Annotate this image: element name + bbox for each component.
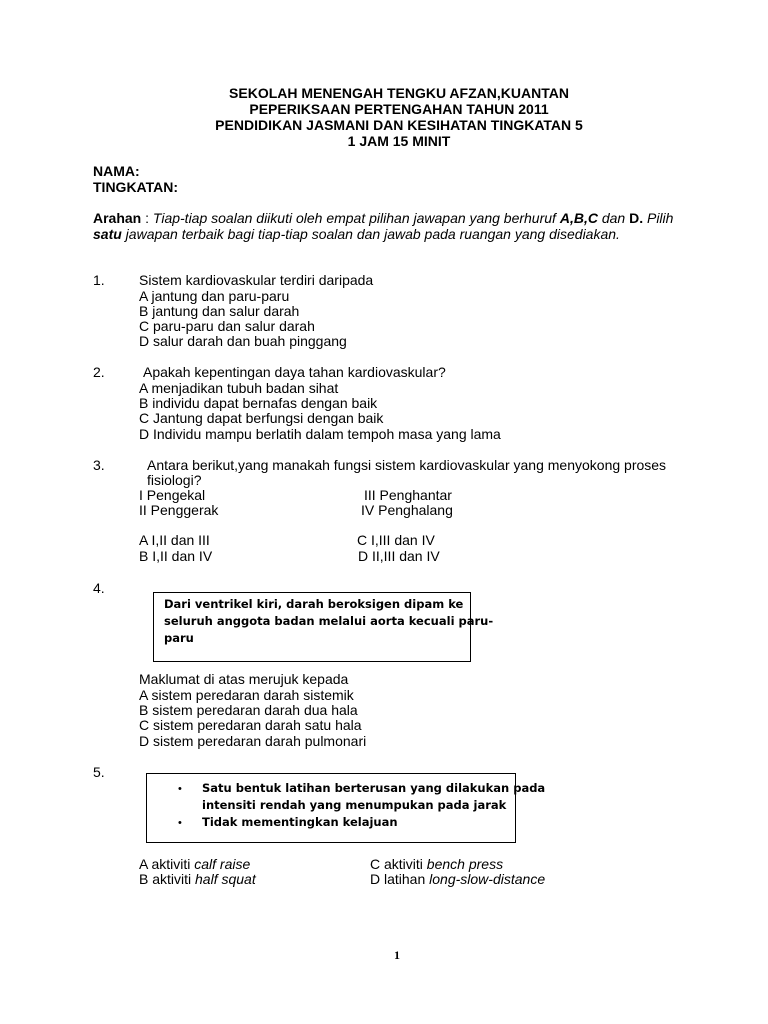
- question-5-option-a-prefix: A aktiviti: [139, 856, 195, 872]
- question-5-option-c-term: bench press: [426, 856, 504, 872]
- question-5-number: 5.: [93, 764, 105, 780]
- question-3-text-line-1: Antara berikut,yang manakah fungsi sistem kardiovaskular yang menyokong proses: [147, 457, 667, 473]
- exam-duration: 1 JAM 15 MINIT: [347, 133, 451, 149]
- question-1-option-c: C paru-paru dan salur darah: [139, 318, 315, 334]
- question-5-info-box: [146, 773, 546, 843]
- question-4-box-line-2: seluruh anggota badan melalui aorta kecuali paru-: [164, 614, 494, 628]
- question-1-text: Sistem kardiovaskular terdiri daripada: [139, 272, 374, 288]
- question-4-text: Maklumat di atas merujuk kepada: [139, 671, 349, 687]
- question-2-option-c: C Jantung dapat berfungsi dengan baik: [139, 410, 384, 426]
- question-5-option-a-term: calf raise: [194, 856, 251, 872]
- question-4-option-b: B sistem peredaran darah dua hala: [139, 702, 358, 718]
- bullet-icon: •: [178, 783, 182, 795]
- question-1-option-a: A jantung dan paru-paru: [139, 288, 290, 304]
- question-5-option-c-prefix: C aktiviti: [370, 856, 427, 872]
- question-4-box-line-3: paru: [164, 631, 194, 645]
- question-5-bullet-1-line-2: intensiti rendah yang menumpukan pada jarak: [202, 798, 507, 812]
- question-3-option-b: B I,II dan IV: [139, 548, 213, 564]
- school-name: SEKOLAH MENENGAH TENGKU AFZAN,KUANTAN: [229, 85, 569, 101]
- instructions-text-2: jawapan terbaik bagi tiap-tiap soalan dan jawab pada ruangan yang disediakan.: [121, 226, 620, 242]
- question-1-option-b: B jantung dan salur darah: [139, 303, 300, 319]
- question-3-option-d: D II,III dan IV: [358, 548, 440, 564]
- question-3-option-c: C I,III dan IV: [357, 532, 435, 548]
- question-5-bullet-1-line-1: Satu bentuk latihan berterusan yang dilakukan pada: [202, 781, 546, 795]
- question-1-option-d: D salur darah dan buah pinggang: [139, 333, 347, 349]
- question-5-option-b-prefix: B aktiviti: [139, 871, 196, 887]
- question-3-item-1: I Pengekal: [139, 487, 206, 503]
- form-label: TINGKATAN:: [93, 179, 179, 195]
- question-2-number: 2.: [93, 364, 105, 380]
- question-3-number: 3.: [93, 457, 105, 473]
- question-3-text-line-2: fisiologi?: [147, 472, 202, 488]
- instructions-choices: A,B,C: [559, 210, 598, 226]
- subject-title: PENDIDIKAN JASMANI DAN KESIHATAN TINGKATAN 5: [215, 117, 583, 133]
- question-2-option-b: B individu dapat bernafas dengan baik: [139, 395, 378, 411]
- question-4-option-a: A sistem peredaran darah sistemik: [139, 687, 354, 703]
- question-5-option-b-term: half squat: [195, 871, 256, 887]
- question-3-item-4: IV Penghalang: [361, 502, 453, 518]
- exam-title: PEPERIKSAAN PERTENGAHAN TAHUN 2011: [249, 101, 549, 117]
- question-2-text: Apakah kepentingan daya tahan kardiovaskular?: [143, 364, 446, 380]
- instructions-dan: dan: [597, 210, 630, 226]
- question-5-option-d-term: long-slow-distance: [429, 871, 546, 887]
- instructions-pilih: Pilih: [643, 210, 674, 226]
- question-4-info-box: [153, 592, 494, 662]
- question-4-box-line-1: Dari ventrikel kiri, darah beroksigen dipam ke: [164, 597, 464, 611]
- question-5-option-b: [139, 872, 256, 888]
- question-2-option-a: A menjadikan tubuh badan sihat: [139, 380, 339, 396]
- instructions-choice-d: D.: [629, 210, 644, 226]
- question-4-option-d: D sistem peredaran darah pulmonari: [139, 733, 367, 749]
- name-label: NAMA:: [93, 163, 140, 179]
- bullet-icon: •: [178, 817, 182, 829]
- question-4-option-c: C sistem peredaran darah satu hala: [139, 717, 362, 733]
- instructions-colon: :: [141, 210, 153, 226]
- question-5-option-d-prefix: D latihan: [370, 871, 430, 887]
- question-3-item-3: III Penghantar: [364, 487, 452, 503]
- question-3-item-2: II Penggerak: [139, 502, 219, 518]
- question-5-bullet-2: Tidak mementingkan kelajuan: [202, 815, 398, 829]
- question-1-number: 1.: [93, 272, 105, 288]
- question-5-option-d: [370, 872, 545, 888]
- question-4-number: 4.: [93, 580, 105, 596]
- instructions-satu: satu: [93, 226, 122, 242]
- question-2-option-d: D Individu mampu berlatih dalam tempoh masa yang lama: [139, 426, 501, 442]
- question-3-option-a: A I,II dan III: [139, 532, 210, 548]
- instructions-line-1: [93, 211, 673, 227]
- page-number: 1: [394, 948, 400, 962]
- instructions-line-2: [93, 227, 620, 243]
- instructions-text-1: Tiap-tiap soalan diikuti oleh empat pilihan jawapan yang berhuruf: [152, 210, 560, 226]
- instructions-label: Arahan: [93, 210, 142, 226]
